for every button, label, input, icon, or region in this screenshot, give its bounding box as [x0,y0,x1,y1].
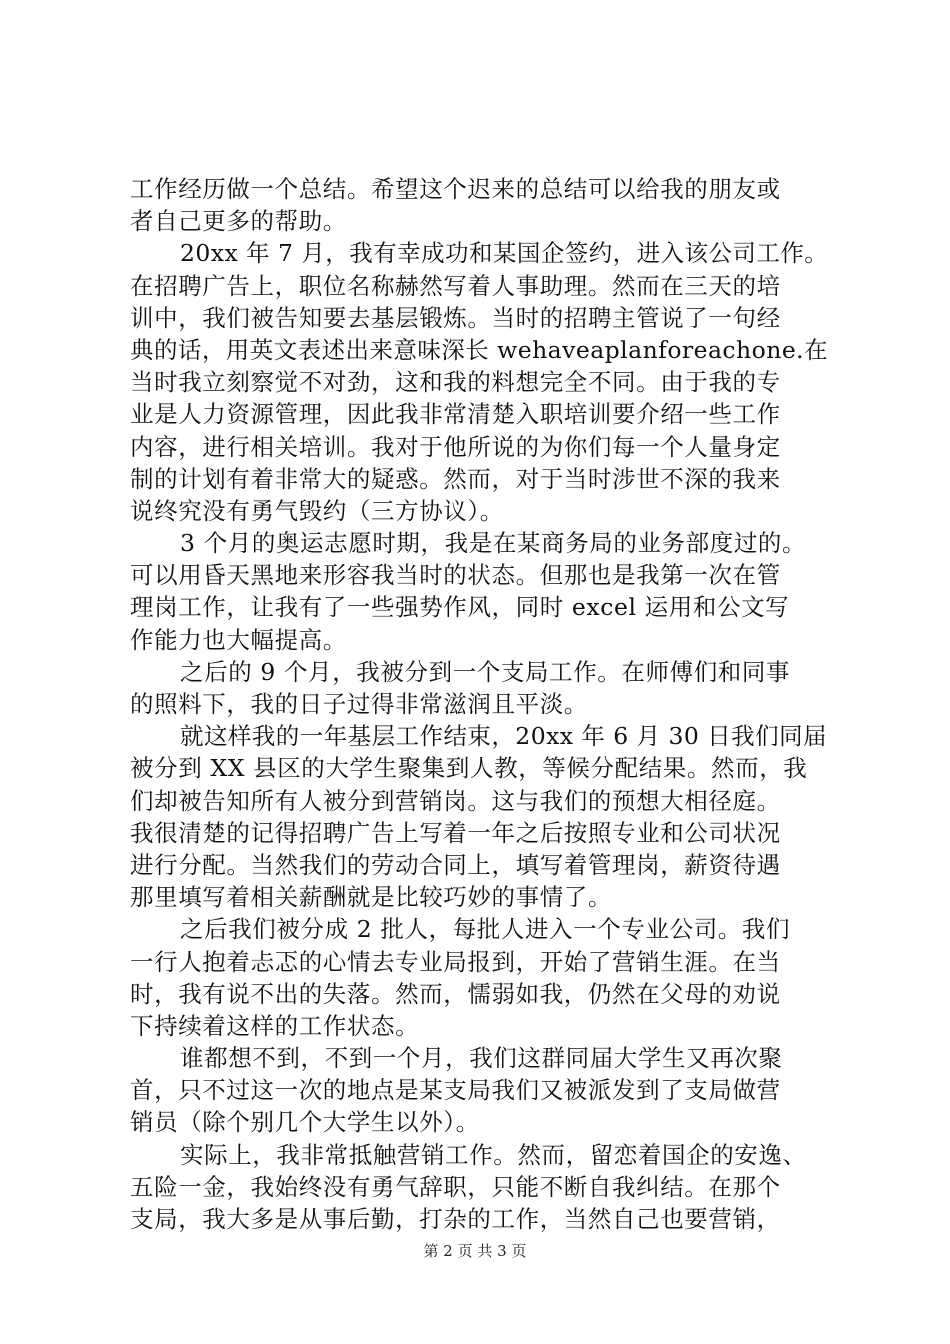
text-line: 下持续着这样的工作状态。 [130,1011,420,1040]
text-line: 可以用昏天黑地来形容我当时的状态。但那也是我第一次在管 [130,561,781,590]
text-line: 就这样我的一年基层工作结束，20xx 年 6 月 30 日我们同届 [180,722,827,751]
text-line: 在招聘广告上，职位名称赫然写着人事助理。然而在三天的培 [130,271,781,300]
text-line: 当时我立刻察觉不对劲，这和我的料想完全不同。由于我的专 [130,368,781,397]
text-line: 理岗工作，让我有了一些强势作风，同时 excel 运用和公文写 [130,593,790,622]
text-line: 销员（除个别几个大学生以外）。 [130,1108,480,1137]
text-line: 的照料下，我的日子过得非常滋润且平淡。 [130,690,588,718]
text-line: 实际上，我非常抵触营销工作。然而，留恋着国企的安逸、 [180,1140,807,1169]
text-line: 时，我有说不出的失落。然而，懦弱如我，仍然在父母的劝说 [130,979,781,1008]
text-line: 我很清楚的记得招聘广告上写着一年之后按照专业和公司状况 [130,818,781,847]
text-line: 首，只不过这一次的地点是某支局我们又被派发到了支局做营 [130,1076,781,1105]
text-line: 工作经历做一个总结。希望这个迟来的总结可以给我的朋友或 [130,175,781,203]
text-line: 被分到 XX 县区的大学生聚集到人教，等候分配结果。然而，我 [130,754,808,783]
text-line: 一行人抱着忐忑的心情去专业局报到，开始了营销生涯。在当 [130,947,781,976]
page-footer: 第 2 页 共 3 页 [423,1242,527,1260]
text-line: 支局，我大多是从事后勤，打杂的工作，当然自己也要营销， [130,1205,781,1233]
text-line: 作能力也大幅提高。 [130,625,347,654]
text-line: 进行分配。当然我们的劳动合同上，填写着管理岗，薪资待遇 [130,850,781,879]
text-line: 典的话，用英文表述出来意味深长 wehaveaplanforeachone.在 [130,335,829,364]
text-line: 那里填写着相关薪酬就是比较巧妙的事情了。 [130,883,612,912]
text-line: 谁都想不到，不到一个月，我们这群同届大学生又再次聚 [180,1044,783,1073]
text-line: 制的计划有着非常大的疑惑。然而，对于当时涉世不深的我来 [130,464,781,493]
text-line: 训中，我们被告知要去基层锻炼。当时的招聘主管说了一句经 [130,303,781,332]
text-line: 们却被告知所有人被分到营销岗。这与我们的预想大相径庭。 [130,786,781,815]
body-text [130,173,830,1235]
text-line: 业是人力资源管理，因此我非常清楚入职培训要介绍一些工作 [130,400,781,429]
text-line: 者自己更多的帮助。 [130,207,347,236]
text-line: 之后的 9 个月，我被分到一个支局工作。在师傅们和同事 [180,657,791,686]
text-line: 内容，进行相关培训。我对于他所说的为你们每一个人量身定 [130,432,781,461]
text-line: 说终究没有勇气毁约（三方协议）。 [130,496,504,525]
text-line: 五险一金，我始终没有勇气辞职，只能不断自我纠结。在那个 [130,1172,781,1201]
text-line: 3 个月的奥运志愿时期，我是在某商务局的业务部度过的。 [180,529,807,558]
text-line: 20xx 年 7 月，我有幸成功和某国企签约，进入该公司工作。 [180,239,829,268]
text-line: 之后我们被分成 2 批人，每批人进入一个专业公司。我们 [180,915,791,944]
